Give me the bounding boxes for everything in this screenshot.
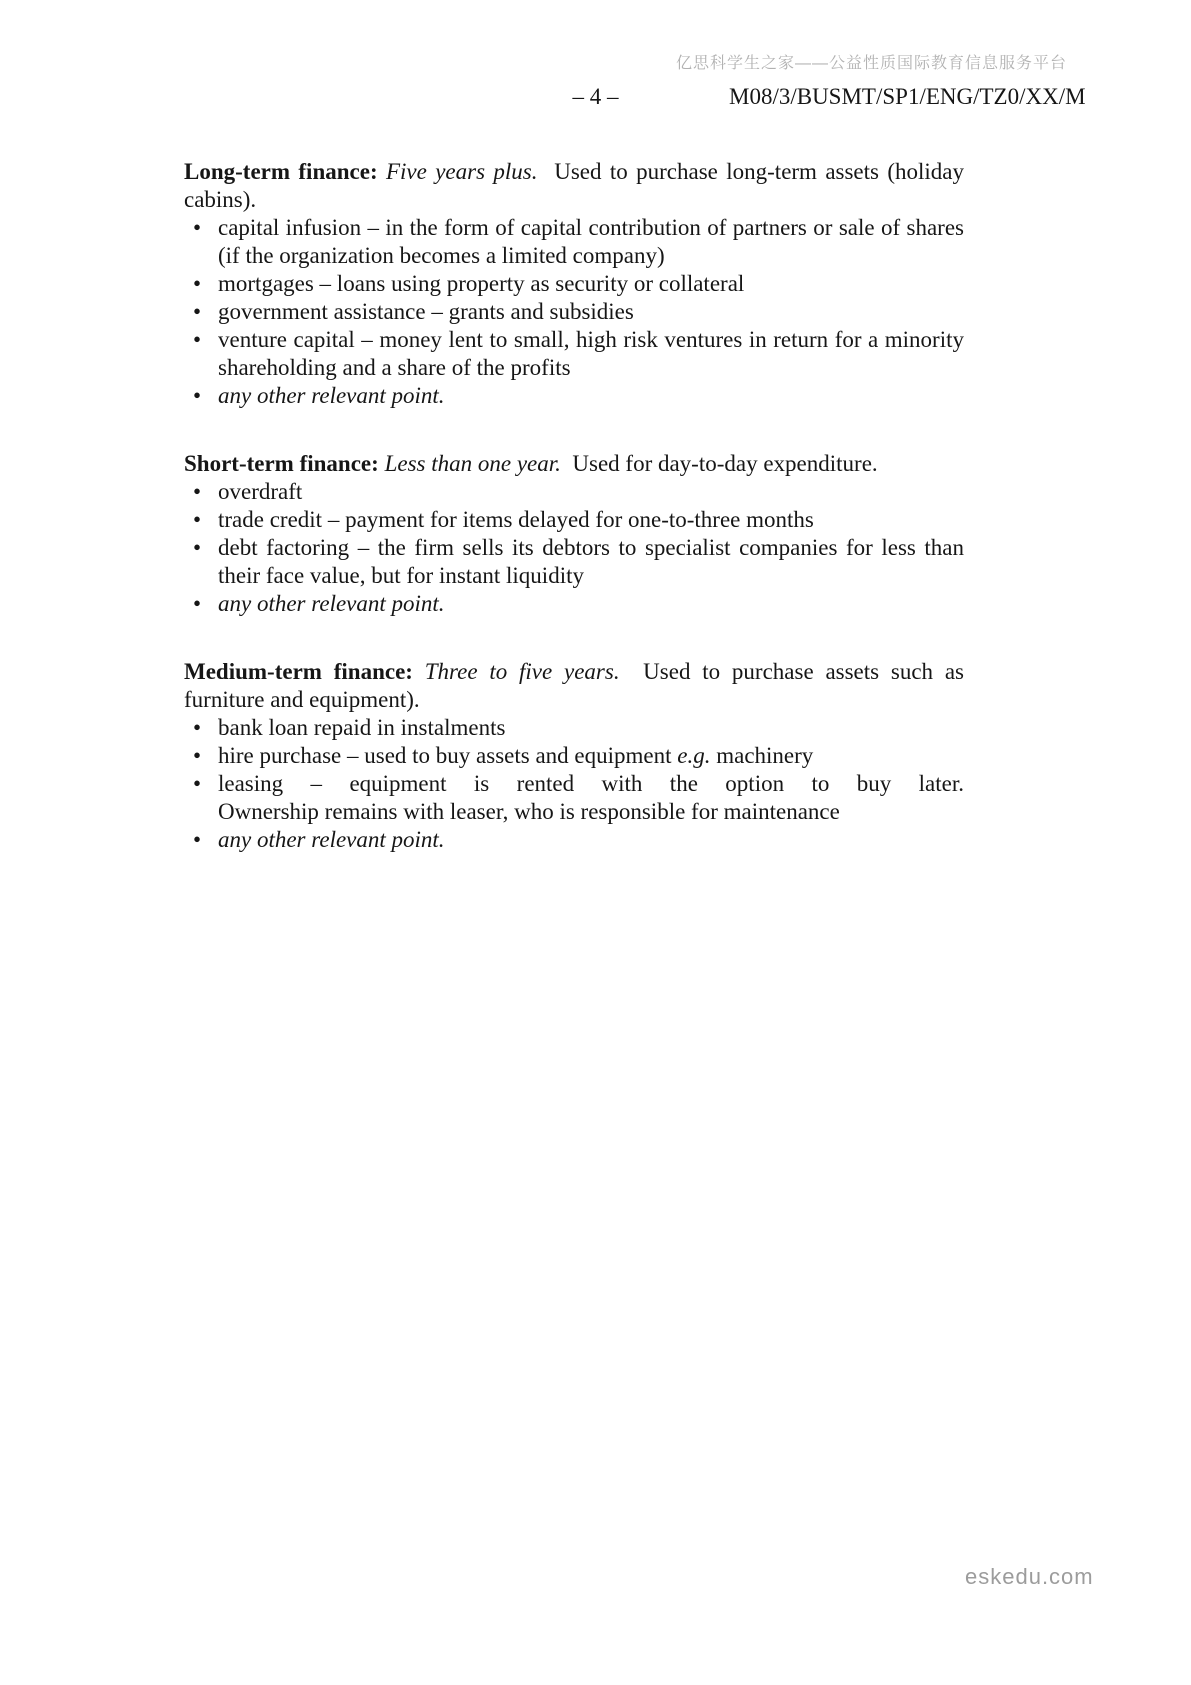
text-segment: capital infusion – in the form of capital contribution of partners or sale of shares (if the organization becomes a limited company)	[218, 215, 964, 268]
bullet-icon: •	[193, 299, 202, 324]
bullet-text	[218, 742, 964, 770]
bullet-icon: •	[193, 327, 202, 352]
bullet-item	[184, 534, 964, 590]
bullet-icon: •	[193, 507, 202, 532]
section-medium-term-finance	[184, 658, 964, 854]
section-heading-short-term-finance	[184, 450, 964, 478]
section-short-term-finance	[184, 450, 964, 618]
text-segment: Used for day-to-day expenditure.	[560, 451, 878, 476]
page-number: – 4 –	[572, 84, 619, 109]
bullet-text	[218, 534, 964, 590]
bullet-item	[184, 770, 964, 826]
text-segment: Long-term finance:	[184, 159, 378, 184]
bullet-line	[218, 770, 964, 798]
bullet-item	[184, 478, 964, 506]
text-segment: Less than one year.	[384, 451, 561, 476]
text-segment	[378, 159, 386, 184]
text-segment: overdraft	[218, 479, 303, 504]
bullet-icon: •	[193, 535, 202, 560]
bullet-icon: •	[193, 827, 202, 852]
bullet-text	[218, 714, 964, 742]
bullet-item	[184, 326, 964, 382]
bullet-list	[184, 478, 964, 618]
bullet-item	[184, 826, 964, 854]
bullet-icon: •	[193, 479, 202, 504]
bullet-item	[184, 382, 964, 410]
text-segment: any other relevant point.	[218, 827, 445, 852]
text-segment	[413, 659, 425, 684]
footer-watermark: eskedu.com	[965, 1564, 1094, 1589]
bullet-item	[184, 270, 964, 298]
bullet-text	[218, 826, 964, 854]
text-segment: any other relevant point.	[218, 383, 445, 408]
bullet-item	[184, 214, 964, 270]
text-segment: debt factoring – the firm sells its debtors to specialist companies for less than their face value, but for instant liquidity	[218, 535, 964, 588]
bullet-list	[184, 214, 964, 410]
text-segment: government assistance – grants and subsidies	[218, 299, 634, 324]
bullet-icon: •	[193, 383, 202, 408]
document-code: M08/3/BUSMT/SP1/ENG/TZ0/XX/M	[729, 84, 1086, 109]
section-heading-long-term-finance	[184, 158, 964, 214]
bullet-item	[184, 298, 964, 326]
section-heading-medium-term-finance	[184, 658, 964, 714]
text-segment: Short-term finance:	[184, 451, 379, 476]
text-segment: machinery	[710, 743, 814, 768]
bullet-icon: •	[193, 771, 202, 796]
bullet-text	[218, 382, 964, 410]
bullet-item	[184, 590, 964, 618]
bullet-icon: •	[193, 591, 202, 616]
bullet-text	[218, 326, 964, 382]
bullet-text	[218, 506, 964, 534]
text-segment: Five years plus.	[385, 159, 538, 184]
bullet-icon: •	[193, 271, 202, 296]
section-long-term-finance	[184, 158, 964, 410]
text-segment: Ownership remains with leaser, who is responsible for maintenance	[218, 799, 840, 824]
text-segment: Three to five years.	[424, 659, 620, 684]
text-segment: Used to purchase assets such as furniture and equipment).	[184, 659, 965, 712]
bullet-icon: •	[193, 715, 202, 740]
bullet-list	[184, 714, 964, 854]
text-segment: bank loan repaid in instalments	[218, 715, 506, 740]
bullet-text	[218, 214, 964, 270]
text-segment: trade credit – payment for items delayed for one-to-three months	[218, 507, 814, 532]
bullet-text	[218, 478, 964, 506]
text-segment: e.g.	[677, 743, 711, 768]
text-segment: mortgages – loans using property as security or collateral	[218, 271, 745, 296]
bullet-line	[218, 798, 964, 826]
bullet-icon: •	[193, 743, 202, 768]
text-segment: venture capital – money lent to small, high risk ventures in return for a minority shareholding and a share of the profits	[218, 327, 964, 380]
bullet-text	[218, 270, 964, 298]
text-segment: leasing – equipment is rented with the option to buy later.	[218, 771, 964, 796]
bullet-text	[218, 590, 964, 618]
text-segment: Medium-term finance:	[184, 659, 413, 684]
header-watermark: 亿思科学生之家——公益性质国际教育信息服务平台	[676, 55, 1068, 72]
bullet-item	[184, 506, 964, 534]
bullet-text	[218, 298, 964, 326]
text-segment: hire purchase – used to buy assets and equipment	[218, 743, 678, 768]
bullet-icon: •	[193, 215, 202, 240]
document-body	[184, 158, 964, 894]
bullet-text	[218, 770, 964, 826]
text-segment: Used to purchase long-term assets (holiday cabins).	[184, 159, 964, 212]
bullet-item	[184, 742, 964, 770]
bullet-item	[184, 714, 964, 742]
text-segment: any other relevant point.	[218, 591, 445, 616]
